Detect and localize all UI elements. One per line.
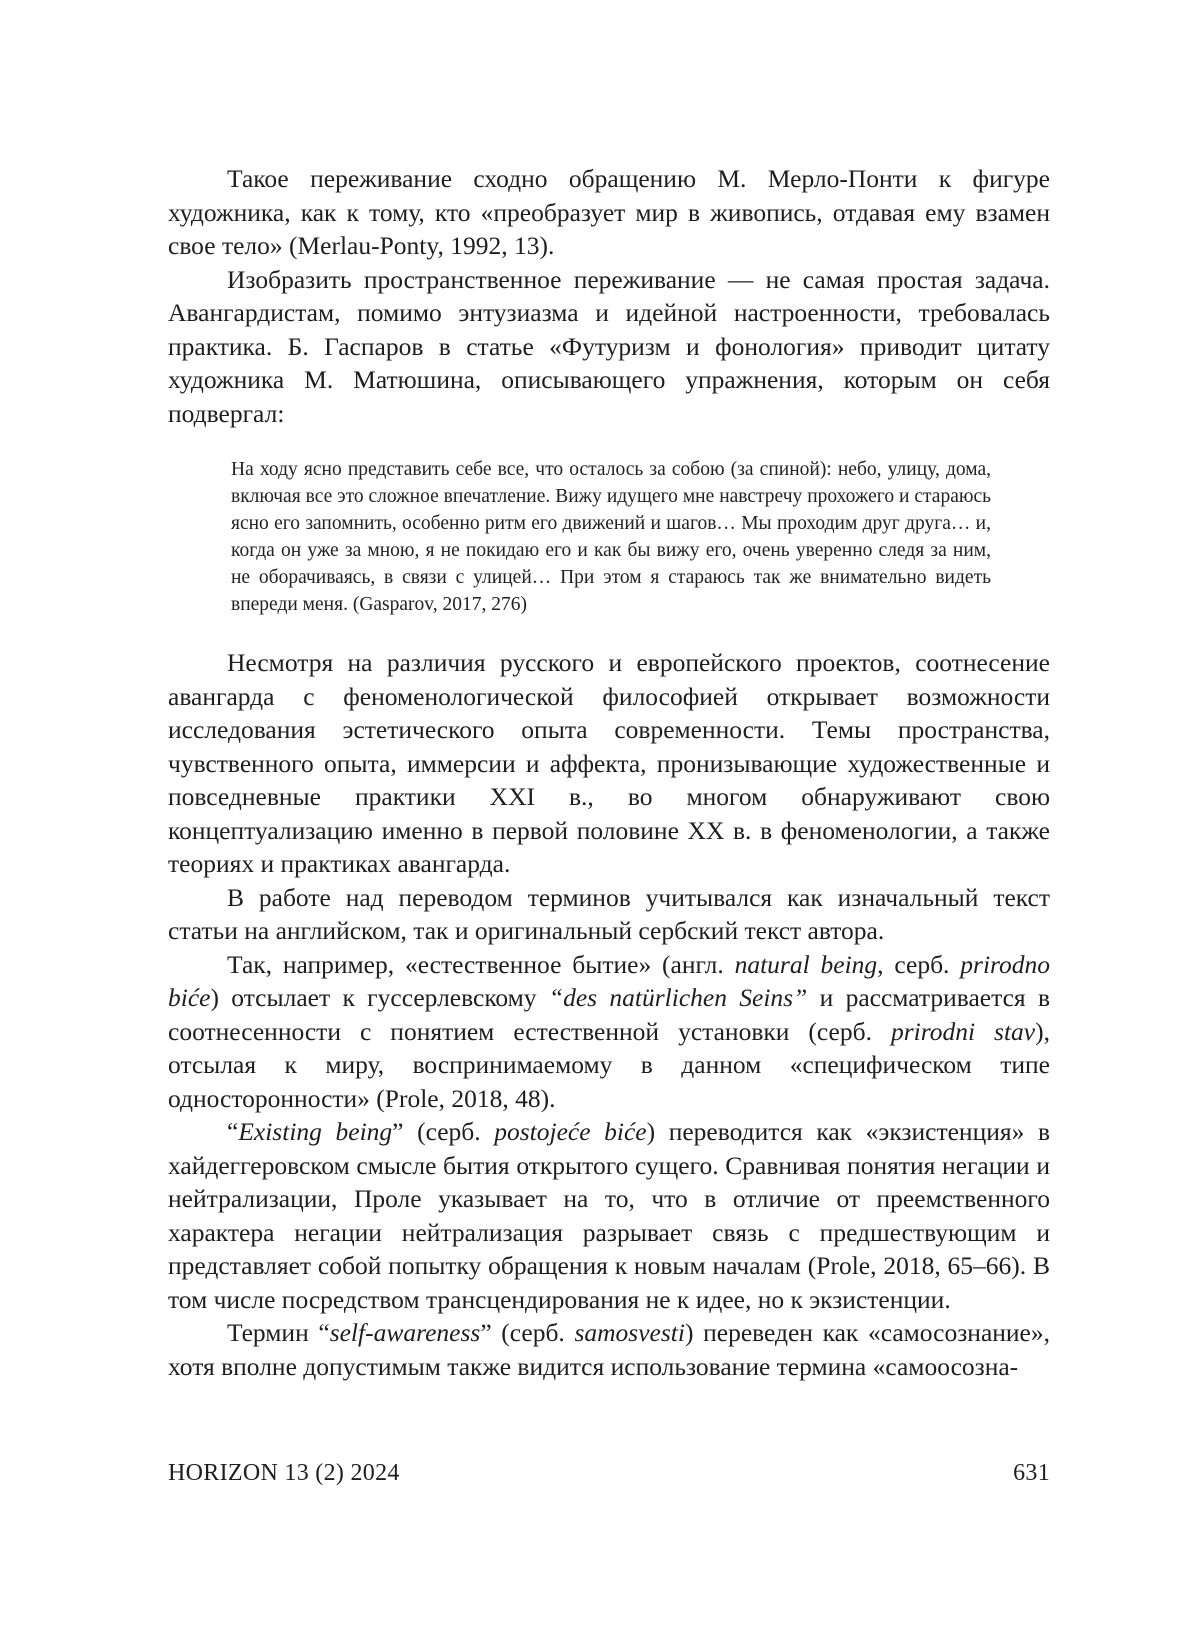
paragraph [168, 263, 1050, 431]
paragraph [168, 646, 1050, 881]
journal-name: HORIZON 13 (2) 2024 [168, 1460, 400, 1486]
italic-term: prirodni stav [890, 1016, 1036, 1046]
paragraph [168, 162, 1050, 263]
page-footer [168, 1460, 1050, 1487]
text-run: Такое переживание сходно обращению М. Мерло-Понти к фигуре художника, как к тому, кто «преобразует мир в живопись, отдавая ему взамен свое тело» (Merlau-Ponty, 1992, 13). [168, 164, 1050, 260]
italic-term: “des natürlichen Seins” [548, 983, 808, 1012]
text-run: ) переводится как «экзистенция» в хайдеггеровском смысле бытия открытого сущего. Сравнивая понятия негации и нейтрализации, Проле указывает на то, что в отличие от преемственного характера негации нейтрализация разрывает связь с предшествующим и представляет собой попытку обращения к новым началам (Prole, 2018, 65–66). В том числе посредством трансцендирования не к идее, но к экзистенции. [168, 1117, 1050, 1314]
paragraph [168, 1316, 1050, 1383]
text-run: ” (серб. [480, 1318, 575, 1347]
block-quote [231, 456, 991, 618]
text-run: Изобразить пространственное переживание — не самая простая задача. Авангардистам, помимо энтузиазма и идейной настроенности, требовалась практика. Б. Гаспаров в статье «Футуризм и фонология» приводит цитату художника М. Матюшина, описывающего упражнения, которым он себя подвергал: [168, 264, 1050, 428]
italic-term: samosvesti [574, 1318, 685, 1347]
italic-term: prirodno biće [168, 949, 1051, 1012]
italic-term: Existing being [238, 1117, 393, 1146]
text-run: ), отсылая к миру, воспринимаемому в данном «специфическом типе односторонности» (Prole, 2018, 48). [168, 1016, 1051, 1113]
block-quote-text: На ходу ясно представить себе все, что осталось за собою (за спиной): небо, улицу, дома, включая все это сложное впечатление. Вижу идущего мне навстречу прохожего и стараюсь ясно его запомнить, особенно ритм его движений и шагов… Мы проходим друг друга… и, когда он уже за мною, я не покидаю его и как бы вижу его, очень уверенно следя за ним, не оборачиваясь, в связи с улицей… При этом я стараюсь так же внимательно видеть впереди меня. (Gasparov, 2017, 276) [231, 459, 991, 615]
italic-term: natural being [734, 949, 878, 979]
italic-term: postojeće biće [494, 1117, 647, 1146]
text-run: Термин “ [227, 1318, 330, 1347]
text-run: и рассматривается в соотнесенности с понятием естественной установки (серб. [168, 983, 1050, 1046]
text-run: Так, например, «естественное бытие» (англ. [227, 949, 735, 979]
text-run: ) отсылает к гуссерлевскому [210, 983, 549, 1012]
text-run: В работе над переводом терминов учитывался как изначальный текст статьи на английском, так и оригинальный сербский текст автора. [168, 882, 1050, 945]
page-number: 631 [1013, 1460, 1050, 1486]
text-run: , серб. [877, 949, 961, 979]
text-run: “ [227, 1117, 239, 1146]
text-run: ) переведен как «самосознание», хотя вполне допустимым также видится использование термина «самоосозна- [168, 1318, 1051, 1381]
text-run: Несмотря на различия русского и европейского проектов, соотнесение авангарда с феноменологической философией открывает возможности исследования эстетического опыта современности. Темы пространства, чувственного опыта, иммерсии и аффекта, пронизывающие художественные и повседневные практики XXI в., во многом обнаруживают свою концептуализацию именно в первой половине XX в. в феноменологии, а также теориях и практиках авангарда. [168, 648, 1050, 878]
body-text-after-quote [168, 646, 1050, 1383]
italic-term: self-awareness [329, 1318, 481, 1347]
paragraph [168, 881, 1050, 948]
page-body [168, 162, 1050, 1383]
paragraph [168, 948, 1050, 1116]
body-text-before-quote [168, 162, 1050, 430]
text-run: ” (серб. [392, 1117, 495, 1146]
paragraph [168, 1115, 1050, 1316]
